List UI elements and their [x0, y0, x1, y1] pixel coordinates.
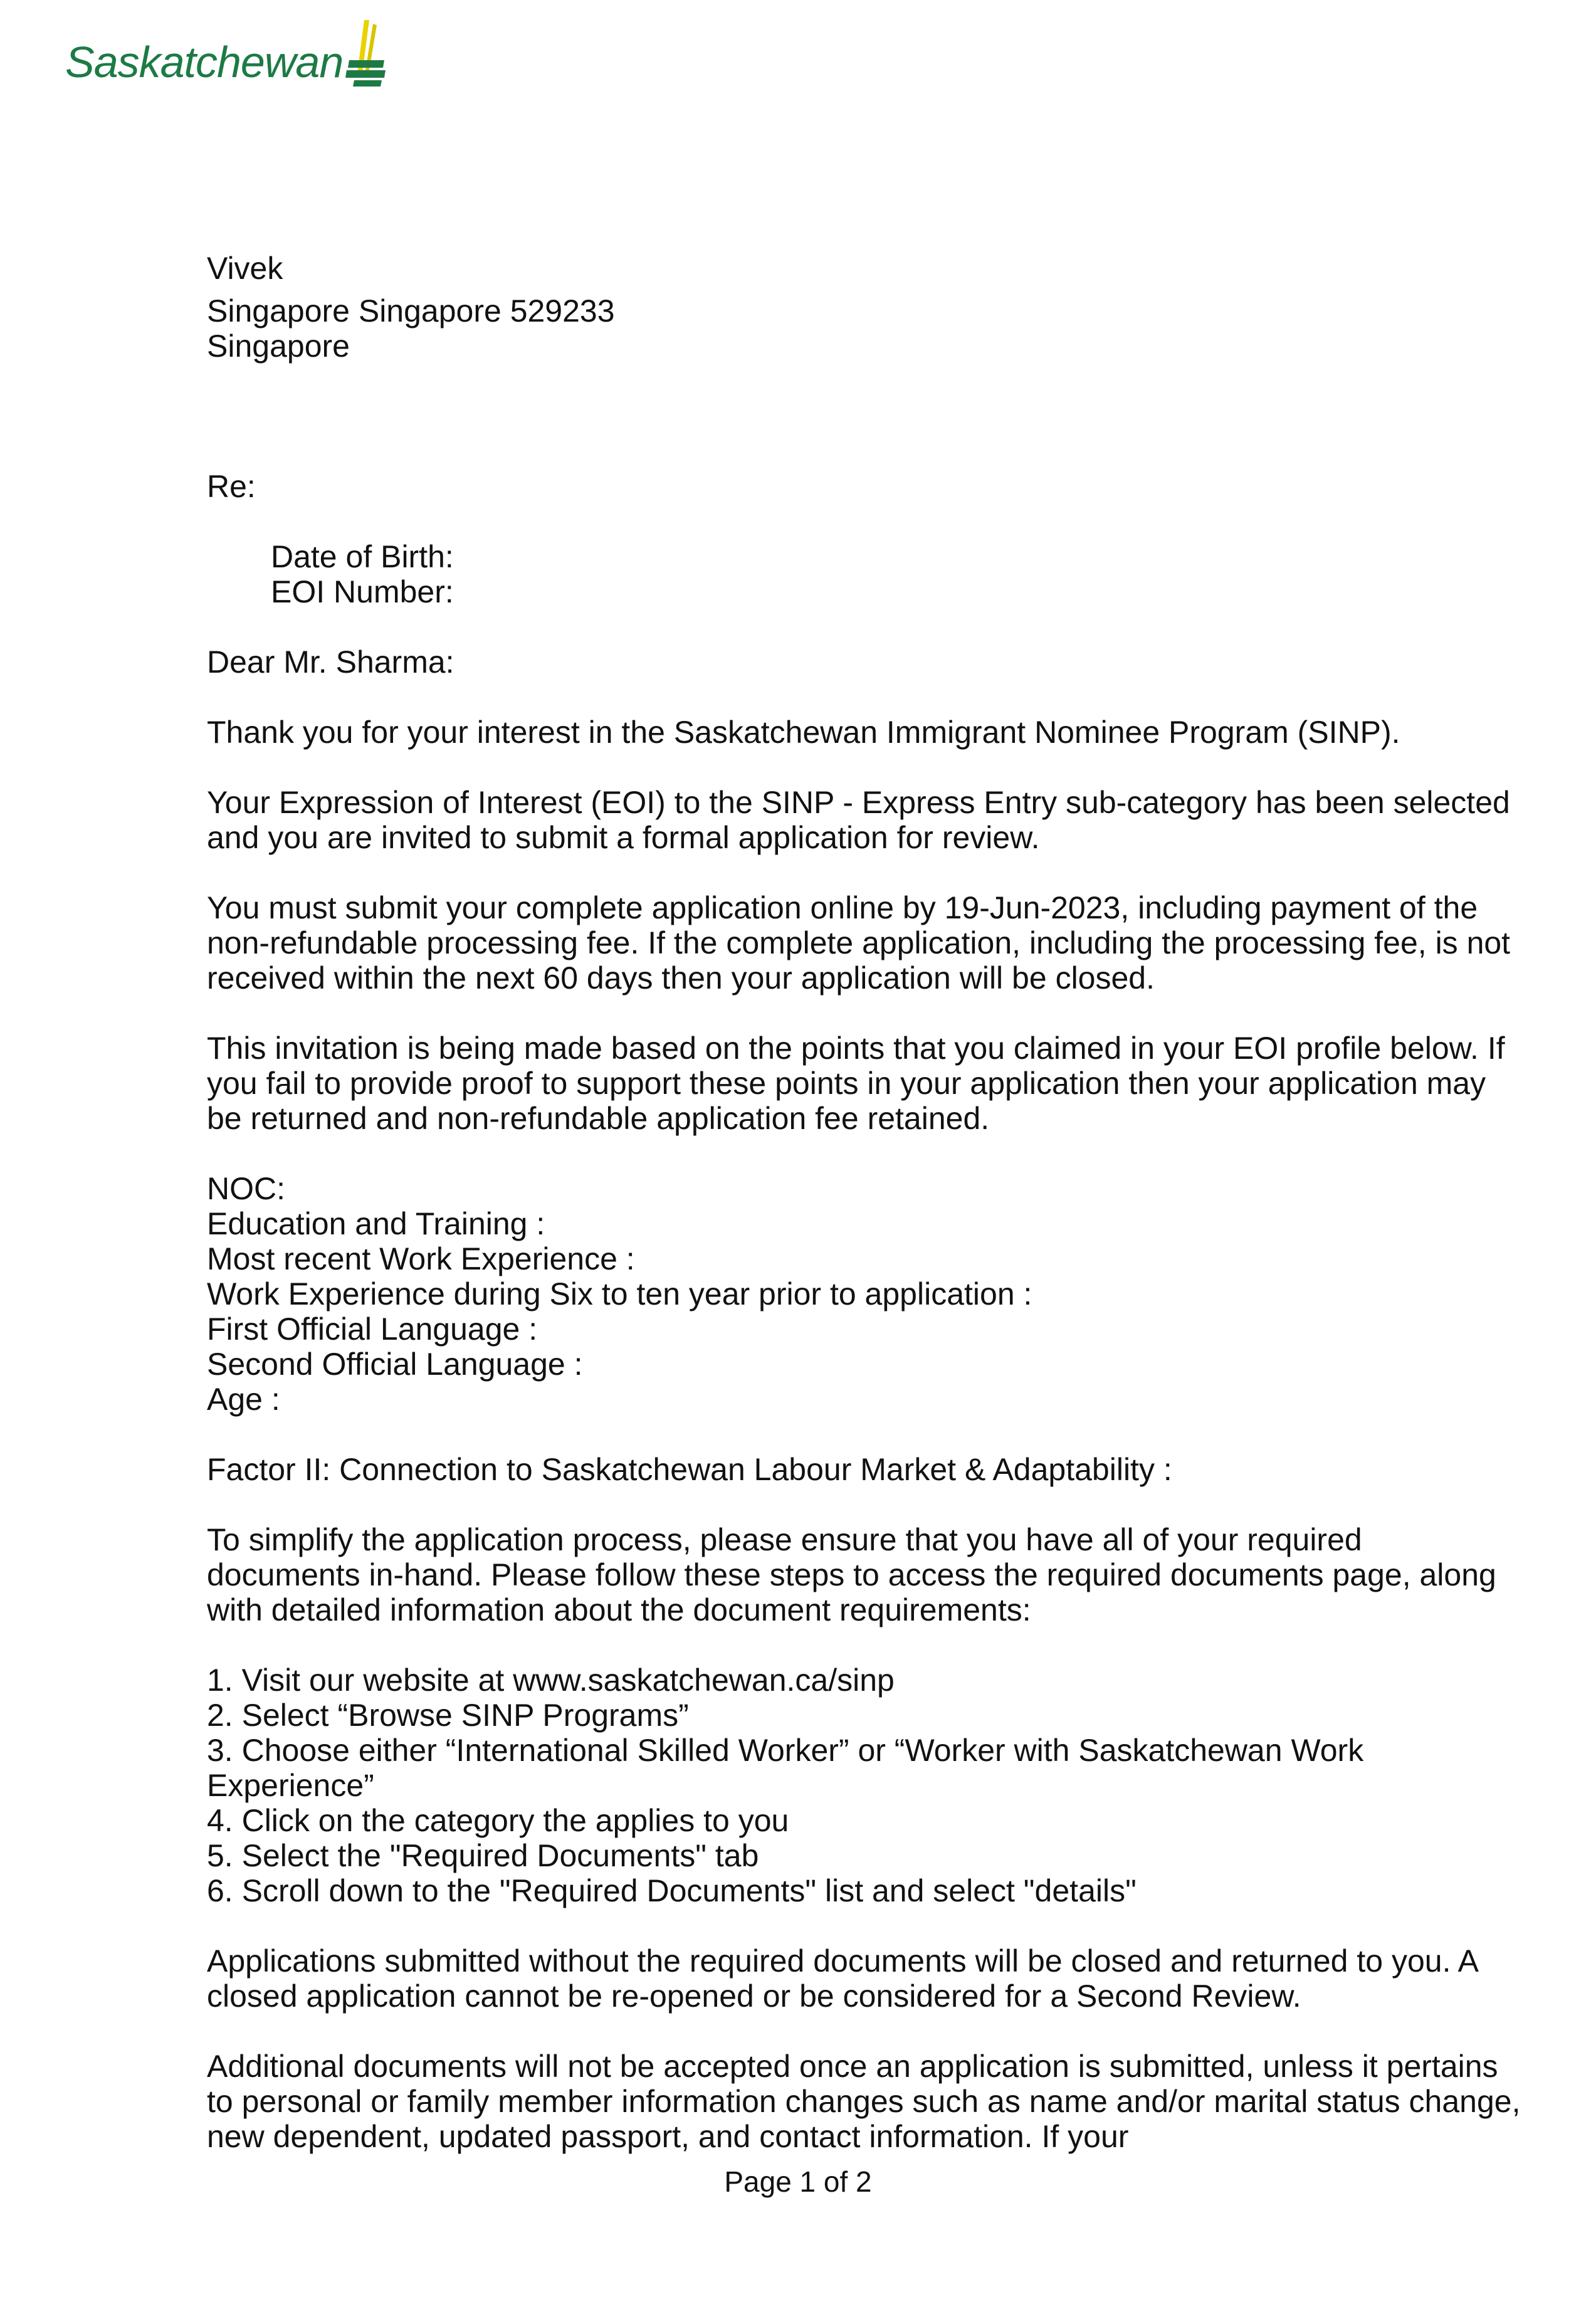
- eoi-number-label: EOI Number:: [271, 574, 454, 609]
- steps-list: [207, 1663, 1523, 1908]
- wheat-sheaf-icon: [345, 20, 387, 90]
- paragraph-deadline: You must submit your complete application online by 19-Jun-2023, including payment of the non-refundable processing fee. If the complete application, including the processing fee, is not received within the next 60 days then your application will be closed.: [207, 890, 1511, 996]
- letter-body: [207, 251, 1523, 2154]
- points-item-first-language: First Official Language :: [207, 1311, 538, 1347]
- points-list: [207, 1171, 1523, 1417]
- paragraph-additional-documents: Additional documents will not be accepted once an application is submitted, unless it pertains to personal or family member information changes such as name and/or marital status change, new dependent, updated passport, and contact information. If your: [207, 2049, 1521, 2154]
- re-label: Re:: [207, 469, 256, 504]
- recipient-country: Singapore: [207, 329, 350, 364]
- saskatchewan-logo: [65, 15, 387, 90]
- step-item: 3. Choose either “International Skilled Worker” or “Worker with Saskatchewan Work Experience”: [207, 1733, 1364, 1803]
- page-number: Page 1 of 2: [724, 2165, 872, 2198]
- points-item-age: Age :: [207, 1382, 280, 1417]
- paragraph-closed-applications: Applications submitted without the required documents will be closed and returned to you. A closed application cannot be re-opened or be considered for a Second Review.: [207, 1943, 1478, 2014]
- paragraph-points-basis: This invitation is being made based on the points that you claimed in your EOI profile below. If you fail to provide proof to support these points in your application then your application may be returned and non-refundable application fee retained.: [207, 1031, 1505, 1136]
- paragraph-selection: Your Expression of Interest (EOI) to the SINP - Express Entry sub-category has been selected and you are invited to submit a formal application for review.: [207, 785, 1510, 855]
- points-item-recent-experience: Most recent Work Experience :: [207, 1241, 635, 1276]
- step-item: 4. Click on the category the applies to you: [207, 1803, 789, 1838]
- points-item-education: Education and Training :: [207, 1206, 545, 1241]
- factor-two-line: Factor II: Connection to Saskatchewan Labour Market & Adaptability :: [207, 1452, 1172, 1487]
- dob-label: Date of Birth:: [271, 539, 454, 574]
- paragraph-thank-you: Thank you for your interest in the Saskatchewan Immigrant Nominee Program (SINP).: [207, 715, 1400, 750]
- logo-wordmark: Saskatchewan: [65, 38, 344, 87]
- points-item-second-language: Second Official Language :: [207, 1347, 583, 1382]
- step-item: 1. Visit our website at www.saskatchewan.ca/sinp: [207, 1663, 895, 1698]
- recipient-city-line: Singapore Singapore 529233: [207, 293, 615, 329]
- step-item: 5. Select the "Required Documents" tab: [207, 1838, 759, 1873]
- points-item-prior-experience: Work Experience during Six to ten year prior to application :: [207, 1276, 1032, 1311]
- paragraph-documents-intro: To simplify the application process, please ensure that you have all of your required documents in-hand. Please follow these steps to access the required documents page, along with detailed information about the document requirements:: [207, 1522, 1496, 1627]
- step-item: 6. Scroll down to the "Required Documents" list and select "details": [207, 1873, 1137, 1908]
- step-item: 2. Select “Browse SINP Programs”: [207, 1698, 689, 1733]
- points-item-noc: NOC:: [207, 1171, 285, 1206]
- recipient-name: Vivek: [207, 251, 283, 286]
- salutation: Dear Mr. Sharma:: [207, 644, 454, 680]
